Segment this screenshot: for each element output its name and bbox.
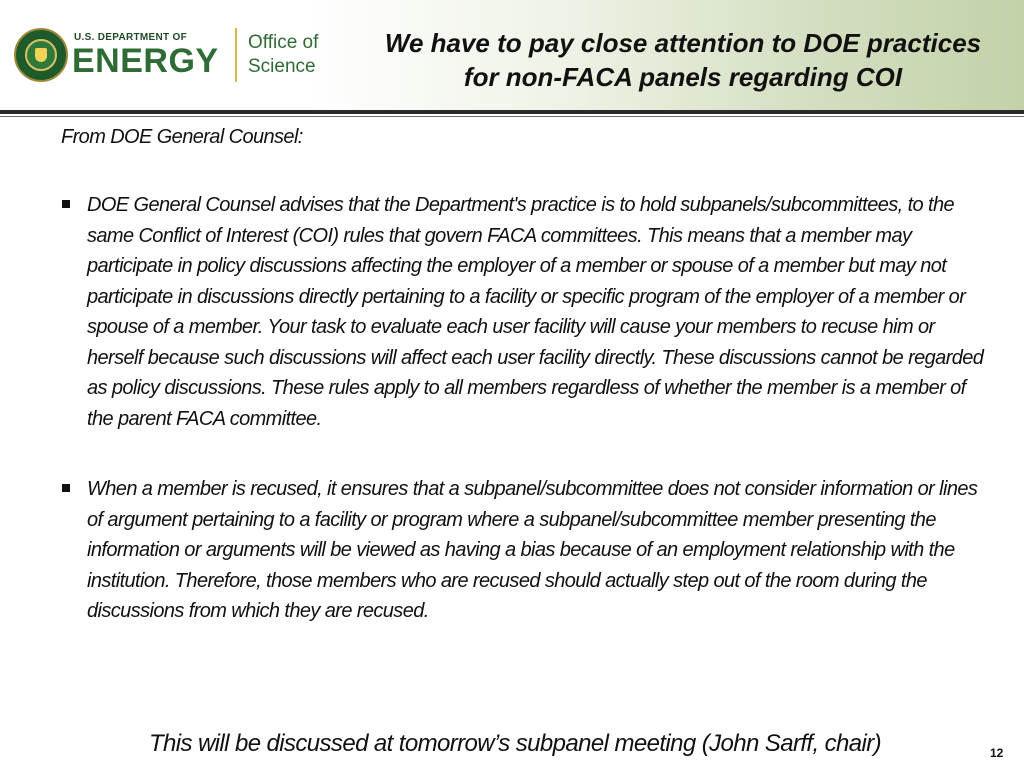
logo-department-line: U.S. DEPARTMENT OF bbox=[74, 32, 187, 43]
bullet-list bbox=[61, 190, 991, 627]
header-divider-thick bbox=[0, 110, 1024, 114]
page-number: 12 bbox=[990, 746, 1004, 760]
logo-energy-word: ENERGY bbox=[72, 42, 219, 80]
slide-header bbox=[0, 0, 1024, 110]
bullet-text: DOE General Counsel advises that the Department's practice is to hold subpanels/subcommittees, to the same Conflict of Interest (COI) rules that govern FACA committees. This means that a member may participate in policy discussions affecting the employer of a member or spouse of a member but may not participate in discussions directly pertaining to a facility or specific program of the employer of a member or spouse of a member. Your task to evaluate each user facility will cause your members to recuse him or herself because such discussions will affect each user facility directly. These discussions cannot be regarded as policy discussions. These rules apply to all members regardless of whether the member is a member of the parent FACA committee. bbox=[87, 194, 984, 430]
slide-title-line2: for non-FACA panels regarding COI bbox=[463, 62, 903, 92]
slide-title-line1: We have to pay close attention to DOE practices bbox=[384, 28, 982, 58]
logo-divider bbox=[235, 28, 237, 82]
bullet-text: When a member is recused, it ensures that a subpanel/subcommittee does not consider information or lines of argument pertaining to a facility or program where a subpanel/subcommittee member presenting the information or arguments will be viewed as having a bias because of an employment relationship with the institution. Therefore, those members who are recused should actually step out of the room during the discussions from which they are recused. bbox=[87, 478, 978, 622]
logo-office-line2: Science bbox=[248, 56, 316, 77]
square-bullet-icon bbox=[62, 200, 70, 208]
square-bullet-icon bbox=[62, 484, 70, 492]
intro-text: From DOE General Counsel: bbox=[61, 126, 303, 148]
slide-title bbox=[348, 26, 1018, 94]
slide-body bbox=[61, 120, 991, 627]
doe-office-of-science-logo bbox=[14, 26, 334, 86]
logo-office-line1: Office of bbox=[248, 32, 319, 53]
bullet-item bbox=[61, 474, 991, 627]
doe-seal-icon bbox=[14, 28, 68, 82]
footer-note: This will be discussed at tomorrow’s subpanel meeting (John Sarff, chair) bbox=[148, 730, 882, 757]
header-divider-thin bbox=[0, 116, 1024, 117]
bullet-item bbox=[61, 190, 991, 434]
